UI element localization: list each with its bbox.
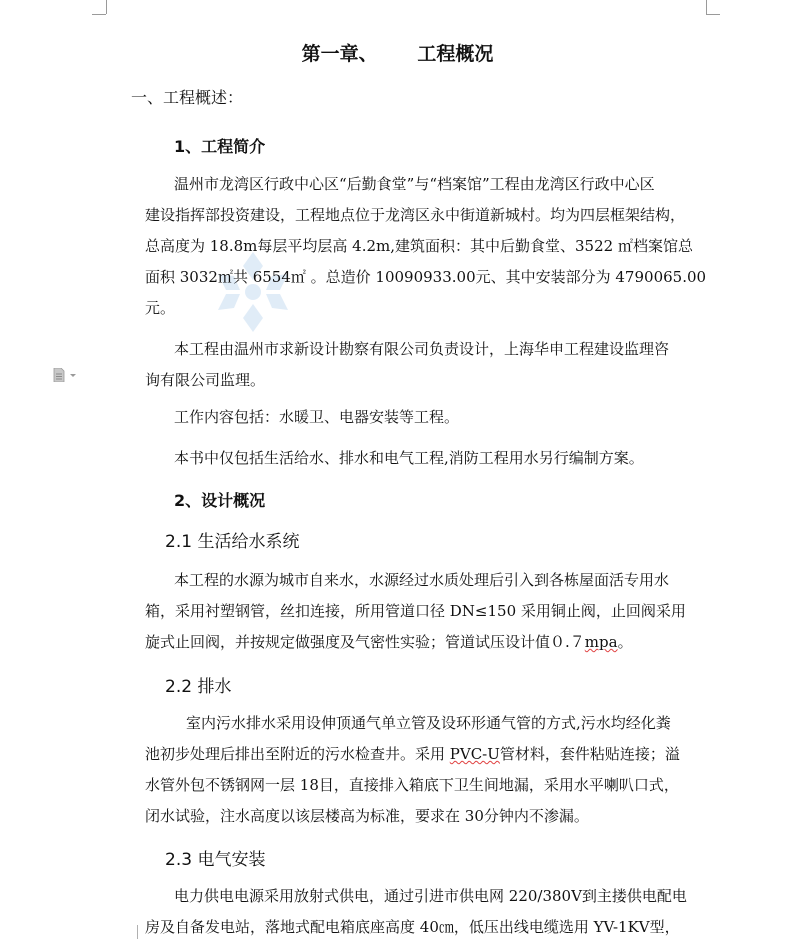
intro-line-1: 温州市龙湾区行政中心区“后勤食堂”与“档案馆”工程由龙湾区行政中心区 xyxy=(174,175,655,193)
design-line-2: 询有限公司监理。 xyxy=(145,371,266,389)
drain-line-2 xyxy=(145,744,680,764)
heading-water-supply: 2.1 生活给水系统 xyxy=(165,532,300,552)
pressure-unit: mpa xyxy=(584,633,618,651)
water-line-1: 本工程的水源为城市自来水，水源经过水质处理后引入到各栋屋面活专用水 xyxy=(174,571,670,589)
drain-line-4: 闭水试验，注水高度以该层楼高为标准，要求在 30分钟内不渗漏。 xyxy=(145,807,589,825)
chapter-title: 第一章、 工程概况 xyxy=(301,43,494,65)
scope-line: 本书中仅包括生活给水、排水和电气工程,消防工程用水另行编制方案。 xyxy=(174,449,644,467)
subsection-heading-design: 2、设计概况 xyxy=(174,491,266,510)
heading-drainage: 2.2 排水 xyxy=(165,677,232,697)
drain-line-3: 水管外包不锈钢网一层 18目，直接排入箱底下卫生间地漏，采用水平喇叭口式， xyxy=(145,776,679,794)
pipe-material: PVC-U xyxy=(449,745,500,763)
drain-line-1: 室内污水排水采用设伸顶通气单立管及设环形通气管的方式,污水均经化粪 xyxy=(186,714,671,732)
heading-electrical: 2.3 电气安装 xyxy=(165,850,266,870)
intro-line-2: 建设指挥部投资建设，工程地点位于龙湾区永中街道新城村。均为四层框架结构， xyxy=(145,206,686,224)
water-line-3 xyxy=(145,632,633,652)
drain-line-2-text: 池初步处理后排出至附近的污水检查井。采用 xyxy=(145,745,450,763)
water-line-3-tail: 。 xyxy=(617,633,633,651)
intro-line-3: 总高度为 18.8m每层平均层高 4.2m,建筑面积：其中后勤食堂、3522 ㎡档案馆总 xyxy=(145,237,693,255)
electric-line-2: 房及自备发电站，落地式配电箱底座高度 40㎝，低压出线电缆选用 YV-1KV型， xyxy=(145,918,680,936)
water-line-2: 箱，采用衬塑钢管，丝扣连接，所用管道口径 DN≤150 采用铜止阀，止回阀采用 xyxy=(145,602,686,620)
snowflake-watermark xyxy=(218,252,288,332)
design-line-1: 本工程由温州市求新设计勘察有限公司负责设计，上海华申工程建设监理咨 xyxy=(174,340,670,358)
work-content-line: 工作内容包括：水暖卫、电器安装等工程。 xyxy=(174,408,460,426)
intro-line-5: 元。 xyxy=(145,299,176,317)
crop-mark-top-left-h xyxy=(92,14,106,15)
crop-mark-top-right xyxy=(706,0,707,14)
water-line-3-text: 旋式止回阀，并按规定做强度及气密性实验；管道试压设计值０.７ xyxy=(145,633,585,651)
intro-line-4: 面积 3032㎡共 6554㎡ 。总造价 10090933.00元、其中安装部分为 4790065.00 xyxy=(145,268,707,286)
drain-line-2-tail: 管材料，套件粘贴连接；溢 xyxy=(499,745,680,763)
section-heading-overview: 一、工程概述： xyxy=(131,88,244,107)
crop-mark-bottom xyxy=(137,925,138,939)
electric-line-1: 电力供电电源采用放射式供电，通过引进市供电网 220/380V到主搂供电配电 xyxy=(174,887,687,905)
crop-mark-top-right-h xyxy=(706,14,720,15)
subsection-heading-intro: 1、工程简介 xyxy=(174,137,266,156)
crop-mark-top-left xyxy=(106,0,107,14)
document-dropdown-icon[interactable] xyxy=(53,368,81,382)
